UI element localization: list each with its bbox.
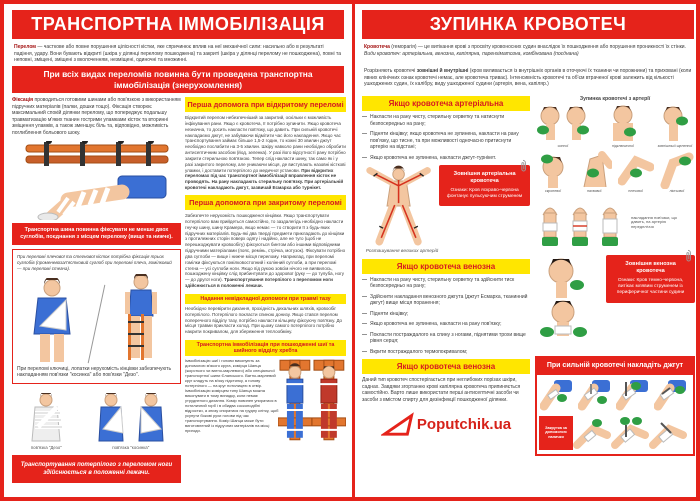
capillary-text: Даний тип кровотеч спостерігається при неглибоких порізах шкіри, саднах. Завдяки згортанню крові капілярна кровотеча припиняється самостійно. Варто лише використати перші антисептичні засоби чи засоби з вмістом спирту для дезінфекції пошкодженої ділянки. bbox=[362, 377, 521, 403]
immobilization-mandate-text: При всіх видах переломів повинна бути проведена транспортна іммобілізація (знерухомлення) bbox=[43, 69, 313, 90]
press-label: підключичної bbox=[612, 144, 634, 149]
press-ulnar bbox=[659, 151, 695, 193]
fixation-paragraph bbox=[12, 97, 181, 136]
fixation-term: Фіксація bbox=[12, 97, 34, 103]
neck-section bbox=[185, 358, 346, 444]
three-joints-box bbox=[12, 249, 181, 384]
arterial-step: — Накласти на рану чисту, стерильну серветку та натиснути безпосередньо на рану; bbox=[362, 114, 530, 127]
leg-bandage-svg bbox=[22, 170, 172, 220]
neck-text: Іммобілізацію шиї і голови виконують за допомогою м'якого круга, комірця Шанца (жорсткого чи ватно-марлевого) або спеціальної транспортної шини Єланського. Ватно-марлевий круг кладуть на м'яку підстилку, а голову потерпілого — на круг потилицею в отвір. Іммобілізацію комірцем типу Шанца можна виконувати в тому випадку, коли немає утрудненого дихання. Комір повинен упиратися в потиличний горб і в обидва соскоподібні відростки, а знизу спиратися на грудну клітку, щоб усунути бокові рухи голови під час транспортування. Комір Шанца може бути виготовлений із підручних матеріалів на місці пригоди. bbox=[185, 358, 279, 434]
logo bbox=[362, 411, 530, 437]
leg-splint-person-illustration bbox=[115, 274, 167, 364]
fracture-definition-text: — часткове або повне порушення цілісності кістки, яке спричинює вплив на неї механічної сили: насильно або в результаті падіння, удару. Вони бувають відкриті (шкіра у ділянці перелому пошкоджена) та закриті (шкіра у ділянці перелому не пошкоджена), повні та неповні, зміщені, зміщені з вколоченням, незміщені, одиночні та множинні. bbox=[14, 44, 342, 63]
press-ulnar-illustration bbox=[659, 151, 695, 189]
left-title bbox=[12, 10, 344, 39]
tourniquet-box bbox=[535, 356, 695, 456]
arterial-badge-title: Зовнішня артеріальна кровотеча bbox=[453, 171, 516, 184]
tourniquet-leg-illustration bbox=[654, 378, 690, 412]
press-temporal-illustration bbox=[535, 151, 571, 189]
left-column bbox=[12, 97, 181, 483]
bleeding-term: Кровотеча bbox=[364, 44, 390, 50]
artery-press-row2 bbox=[535, 151, 695, 193]
tourniquet-leg-illustration bbox=[616, 378, 652, 412]
logo-text: Poputchik.ua bbox=[416, 415, 512, 433]
major-arteries-illustration bbox=[362, 165, 435, 249]
wrist-bandage-illustration bbox=[595, 199, 625, 247]
arm-sling-person-illustration bbox=[26, 278, 78, 364]
wrist-bandage-illustration bbox=[565, 199, 595, 247]
bleeding-definition bbox=[364, 44, 692, 57]
stretcher-back-illustration bbox=[312, 358, 346, 444]
tourniquet-header: При сильній кровотечі накладіть джгут bbox=[537, 358, 693, 375]
open-fracture-bold: При відкритих переломах під час транспортної іммобілізації вправлення кісток не проводять. На рану накладають стерильну пов'язку. При артеріальній кровотечі накладають джгут, зазвичай Есмарха або турнікет. bbox=[185, 167, 344, 191]
kosynka-bandage-illustration bbox=[95, 393, 167, 445]
arterial-badge-text: Ознаки: Кров яскраво-червона фонтанує пульсуючим струменем bbox=[446, 187, 523, 200]
neck-header: Транспортна іммобілізація при пошкодженні шиї та шийного відділу хребта bbox=[185, 340, 346, 356]
neck-press-figures bbox=[535, 255, 606, 349]
kosynka-caption: пов'язка "косинка" bbox=[112, 445, 150, 451]
transport-lying-text: Транспортування потерпілого з переломом ноги здійснюється в положенні лежачи. bbox=[20, 461, 173, 476]
pelvis-header: Надання невідкладної допомоги при травмі тазу bbox=[185, 294, 346, 304]
kosynka-figure bbox=[95, 393, 167, 450]
press-axillary-illustration bbox=[576, 151, 612, 189]
pelvis-text: Необхідно перевірити дихання, прохідність дихальних шляхів, кровообіг потерпілого. Потерпілого покласти спиною донизу. Якщо стався перелом поперечного відділу тазу, потрібно накласти кільцеву фіксуючу пов'язку. До місця травми прикласти холод. При цьому самого потерпілого потрібно накрити покривалом, для збереження теплообміну. bbox=[185, 305, 343, 335]
arteries-caption: Розташування великих артерій bbox=[365, 249, 439, 254]
arm-splint-illustration bbox=[12, 139, 181, 169]
logo-triangle-icon bbox=[381, 411, 415, 437]
arterial-steps bbox=[362, 114, 530, 161]
fixation-text: проводиться готовими шинами або пов'язкою з використанням підручних матеріалів (палки, дошки тощо). Фіксація створює максимальний спокій ділянки перелому, що попереджує подальшу травматизацію м'яких тканин гострими уламками кісток та вторинні зміщення уламків, а також зменшує біль та, відповідно, можливість поглиблення больового шоку. bbox=[12, 97, 181, 136]
neck-bandage-illustration bbox=[535, 299, 593, 349]
tourniquet-arms-row bbox=[537, 415, 693, 454]
left-title-text: ТРАНСПОРТНА ІММОБІЛІЗАЦІЯ bbox=[31, 14, 325, 34]
dezo-caption: пов'язка "Дезо" bbox=[30, 445, 62, 451]
closed-fracture-bold: Транспортування потерпілого з переломом ноги здійснюється в положенні лежачи. bbox=[185, 277, 333, 289]
press-label: плечової bbox=[628, 188, 643, 193]
press-facial-illustration bbox=[655, 104, 695, 144]
venous-step: — Підняти кінцівку; bbox=[362, 311, 530, 318]
press-carotid bbox=[535, 104, 591, 148]
arm-splint-svg bbox=[22, 141, 172, 167]
head-press-illustration bbox=[535, 255, 593, 299]
arterial-header: Якщо кровотеча артеріальна bbox=[362, 96, 530, 111]
leg-bandage-illustration bbox=[12, 169, 181, 221]
arteries-figure-row bbox=[362, 165, 530, 249]
press-label: зовнішньої щелепної bbox=[657, 144, 693, 149]
venous-badge-row bbox=[535, 255, 695, 349]
closed-fracture-header: Перша допомога при закритому переломі bbox=[185, 195, 346, 210]
three-joints-figures bbox=[17, 272, 176, 364]
tourniquet-leg-illustration bbox=[578, 378, 614, 412]
bleeding-kinds: Види кровотеч: артеріальна, венозна, капілярна, паренхіматозна, комбінована (поєднана) bbox=[364, 50, 579, 57]
press-label: скроневої bbox=[544, 188, 562, 193]
venous-header: Якщо кровотеча венозна bbox=[362, 259, 530, 274]
center-divider bbox=[352, 4, 355, 497]
tourniquet-arm-illustration bbox=[573, 415, 611, 451]
bleeding-definition-text: (геморагія) — це витікання крові з просвіту кровоносних судин внаслідок їх пошкодження або порушення проникності їх стінки. bbox=[389, 44, 686, 50]
venous-step: — Якщо кровотеча не зупинена, накласти на рану пов'язку; bbox=[362, 321, 530, 328]
press-brachial bbox=[618, 151, 654, 193]
capillary-header: Якщо кровотеча венозна bbox=[362, 359, 530, 374]
arterial-step: — Якщо кровотеча не зупинена, накласти джгут-турнікет. bbox=[362, 155, 530, 162]
bleeding-right-column bbox=[535, 96, 695, 456]
artery-stop-caption: Зупинка кровотечі з артерії bbox=[579, 96, 651, 102]
paperclip-icon bbox=[684, 249, 692, 263]
dezo-bandage-illustration bbox=[26, 393, 66, 445]
paperclip-icon bbox=[519, 159, 527, 173]
press-axillary bbox=[576, 151, 612, 193]
wrist-bandage-illustration bbox=[535, 199, 565, 247]
venous-badge-title: Зовнішня венозна кровотеча bbox=[625, 260, 676, 274]
twist-note-box: Закрутка за допомогою палички bbox=[539, 416, 573, 450]
right-title bbox=[362, 10, 694, 39]
stretcher-front-illustration bbox=[278, 358, 312, 444]
venous-step: — Покласти постраждалого на спину з ногами, піднятими трохи вище рівня серця; bbox=[362, 332, 530, 345]
press-facial bbox=[655, 104, 695, 148]
tourniquet-arm-illustration bbox=[611, 415, 649, 451]
tourniquet-arm-illustration bbox=[649, 415, 687, 451]
press-brachial-illustration bbox=[618, 151, 654, 189]
transport-lying-box bbox=[12, 455, 181, 483]
fracture-definition bbox=[14, 44, 342, 64]
open-fracture-text: Відкритий перелом небезпечніший за закритий, оскільки є можливість інфікування рани. Якщо є кровотеча, її потрібно зупинити. Якщо кровотеча незначна, то досить накласти пов'язку, що давить. При сильній кровотечі накладаємо джгут, не забуваючи відмітити час його накладення. Якщо час транспортування займає більше 1,5-2 годин, то кожні 30 хвилин джгут необхідно послабити на 3-5 хвилин. Шкіру навколо рани необхідно обробити антисептичним засобом (йод, зеленка). У разі його відсутності рану потрібно закрити стерильною пов'язкою. Тепер слід накласти шину, так само як і у разі закритого перелому, але уникаючи місця, де виступають назовні кісткові уламки, і доставити потерпілого до медичної установи. При відкритих переломах під час транспортної іммобілізації вправлення кісток не проводять. На рану накладають стерильну пов'язку. При артеріальній кровотечі накладають джгут, зазвичай Есмарха або турнікет. bbox=[185, 115, 346, 191]
bleeding-types-bold: зовнішні й внутрішні bbox=[416, 68, 469, 74]
open-fracture-header: Перша допомога при відкритому переломі bbox=[185, 97, 346, 112]
bleeding-types-paragraph: Розрізняють кровотечі зовнішні й внутрішні (кров виливається із внутрішніх органів в оточуючі їх тканини чи порожнини) та приховані (коли явних клінічних ознак кровотечі немає, але кровотеча триває). Інтенсивність кровотечі та об'єм втраченої крові залежить від кількості ушкоджених судин, їх калібру, виду ушкодженої судини (артерія, вена, капіляр.) bbox=[364, 68, 692, 87]
three-joints-text: При переломі плечової та стегнової кісток потрібна фіксація трьох суглобів (променевозап'ястковий суглоб при переломі плеча, гомілковий — при переломі стегна). bbox=[17, 254, 172, 271]
figure-divider bbox=[88, 284, 106, 362]
press-subclavian-illustration bbox=[603, 104, 643, 144]
venous-step: — Накласти на рану чисту, стерильну серветку та здійснити тиск безпосередньо на рану; bbox=[362, 277, 530, 290]
splint-rule-box bbox=[12, 223, 181, 245]
middle-column bbox=[185, 97, 346, 444]
clavicle-text: При переломі ключиці, лопатки нерухомість кінцівки забезпечують накладанням пов'язки "косинка" або пов'язки "Дезо". bbox=[17, 365, 172, 379]
venous-step: — Вкрити постраждалого термопокривалом; bbox=[362, 349, 530, 356]
press-subclavian bbox=[603, 104, 643, 148]
venous-step: — Здійснити накладання венозного джгута (джгут Есмарха, тканинний джгут) вище місця поранення; bbox=[362, 294, 530, 307]
venous-badge-text: Ознаки: Кров темно-червона, витікає млявим струменем із периферичної частини судини bbox=[616, 277, 685, 296]
venous-steps bbox=[362, 277, 530, 356]
closed-fracture-text: Забезпечте нерухомість пошкодженої кінцівки. Якщо транспортувати потерпілого вам прийдеться самостійно, то заздалегідь необхідно накласти гнучку шину, шину Крамера, якщо немає — то створити її з будь-яких підручних матеріалів. Будь-які два тверді предмети прикладають до кінцівки з протилежних сторін поверх одягу і надійно, але не туго (щоб не перешкоджувати кровообігу) фіксуються бинтом або іншими відповідними підручними матеріалами (пояс, ремінь, стрічка, мотузок). Фіксувати потрібно два суглоби — вище і нижче місця перелому. Наприклад, при переломі гомілки фіксуються гомілковостопний і колінний суглоби, а при переломі стегна — усі суглоби ноги. Якщо під рукою зовсім нічого не виявилось, пошкоджену кінцівку слід прибинтувати до здорової (руку — до тулуба, ногу — до другої ноги). Транспортування потерпілого з переломом ноги здійснюється в положенні лежачи. bbox=[185, 212, 346, 289]
immobilization-mandate-banner bbox=[12, 66, 344, 93]
wrist-bandage-row bbox=[535, 199, 695, 247]
press-temporal bbox=[535, 151, 571, 193]
splint-rule-text: Транспортна шина повинна фіксувати не менше двох суглобів, поєднання з місцем перелому (вище та нижче). bbox=[20, 227, 173, 241]
tourniquet-legs-row bbox=[537, 375, 693, 415]
press-carotid-illustration bbox=[535, 104, 591, 144]
right-title-text: ЗУПИНКА КРОВОТЕЧ bbox=[429, 14, 627, 34]
dezo-figure bbox=[26, 393, 66, 450]
bleeding-left-column bbox=[362, 96, 530, 437]
artery-press-row1 bbox=[535, 104, 695, 148]
press-label: сонної bbox=[557, 144, 569, 149]
bandage-types-figures bbox=[12, 387, 181, 451]
venous-badge bbox=[606, 255, 695, 303]
tourniquet-leg-illustration bbox=[540, 378, 576, 412]
fracture-term: Перелом bbox=[14, 44, 37, 50]
arterial-badge bbox=[439, 165, 530, 206]
stretcher-figures bbox=[278, 358, 346, 444]
press-label: пахвової bbox=[587, 188, 602, 193]
arterial-step: — Підняти кінцівку; якщо кровотеча не зупинена, накласти на рану пов'язку, що тисне, та при можливості одночасно притиснути артерію на відстані; bbox=[362, 131, 530, 151]
press-label: ліктьової bbox=[669, 188, 685, 193]
wrist-caption: накладання пов'язки, що давить, на артерію передпліччя bbox=[631, 214, 677, 230]
